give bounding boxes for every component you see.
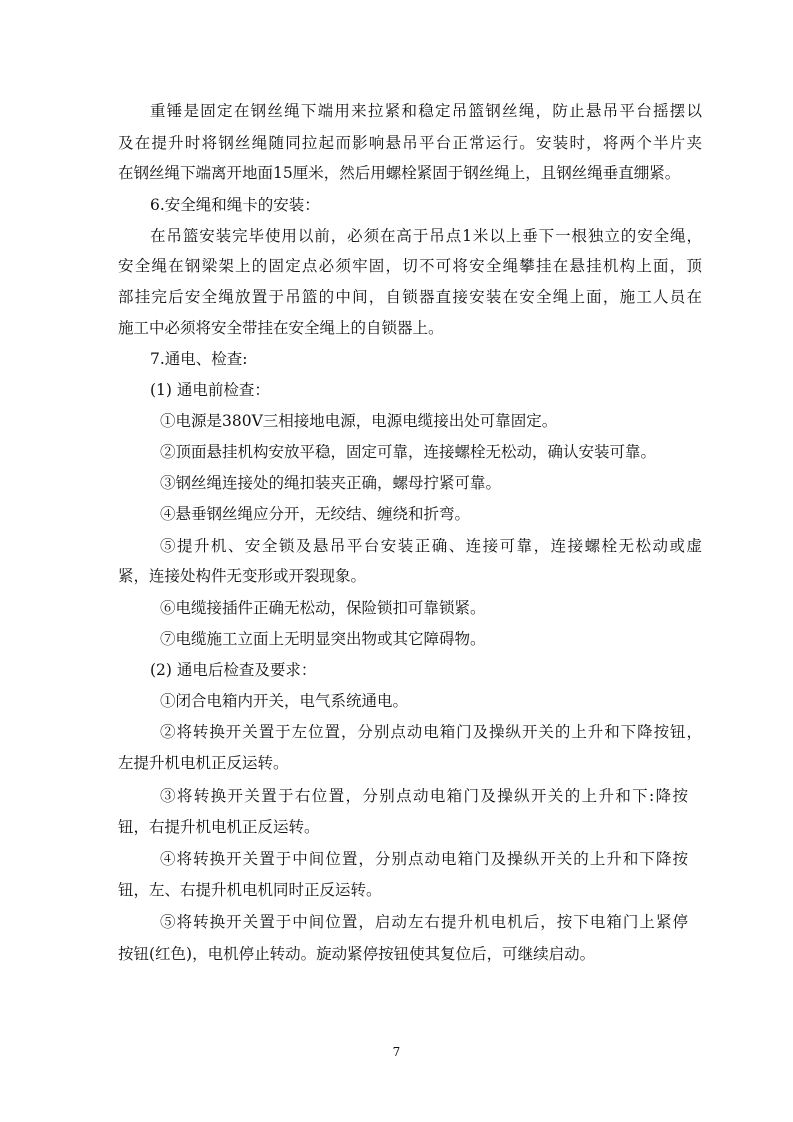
post-check-2-line-1: ②将转换开关置于左位置，分别点动电箱门及操纵开关的上升和下降按钮， <box>160 723 702 741</box>
section-7-heading: 7.通电、检查: <box>150 350 248 368</box>
page-number: 7 <box>392 1045 401 1059</box>
post-check-5-line-2: 按钮(红色)，电机停止转动。旋动紧停按钮使其复位后，可继续启动。 <box>118 945 596 963</box>
post-check-4-line-2: 钮，左、右提升机电机同时正反运转。 <box>118 881 382 899</box>
counterweight-line-3: 在钢丝绳下端离开地面15厘米，然后用螺栓紧固于钢丝绳上，且钢丝绳垂直绷紧。 <box>118 164 681 182</box>
pre-check-5-line-1: ⑤提升机、安全锁及悬吊平台安装正确、连接可靠，连接螺栓无松动或虚 <box>160 537 702 555</box>
safety-rope-line-3: 部挂完后安全绳放置于吊篮的中间，自锁器直接安装在安全绳上面，施工人员在 <box>118 288 702 306</box>
post-check-2-line-2: 左提升机电机正反运转。 <box>118 754 289 772</box>
safety-rope-line-4: 施工中必须将安全带挂在安全绳上的自锁器上。 <box>118 319 444 337</box>
post-check-3-line-1: ③将转换开关置于右位置，分别点动电箱门及操纵开关的上升和下:降按 <box>160 787 688 805</box>
post-check-4-line-1: ④将转换开关置于中间位置，分别点动电箱门及操纵开关的上升和下降按 <box>160 850 688 868</box>
pre-check-3: ③钢丝绳连接处的绳扣装夹正确，螺母拧紧可靠。 <box>160 474 502 492</box>
post-check-5-line-1: ⑤将转换开关置于中间位置，启动左右提升机电机后，按下电箱门上紧停 <box>160 913 688 931</box>
pre-check-6: ⑥电缆接插件正确无松动，保险锁扣可靠锁紧。 <box>160 599 486 617</box>
pre-check-4: ④悬垂钢丝绳应分开，无绞结、缠绕和折弯。 <box>160 505 471 523</box>
pre-check-5-line-2: 紧，连接处构件无变形或开裂现象。 <box>118 567 367 585</box>
safety-rope-line-1: 在吊篮安装完毕使用以前，必须在高于吊点1米以上垂下一根独立的安全绳， <box>150 227 702 245</box>
post-power-heading: (2) 通电后检查及要求： <box>150 661 317 679</box>
pre-check-7: ⑦电缆施工立面上无明显突出物或其它障碍物。 <box>160 630 486 648</box>
counterweight-line-2: 及在提升时将钢丝绳随同拉起而影响悬吊平台正常运行。安装时，将两个半片夹 <box>118 134 702 152</box>
section-6-heading: 6.安全绳和绳卡的安装： <box>150 196 320 214</box>
post-check-1: ①闭合电箱内开关，电气系统通电。 <box>160 692 409 710</box>
pre-power-heading: (1) 通电前检查： <box>150 381 270 399</box>
post-check-3-line-2: 钮，右提升机电机正反运转。 <box>118 818 320 836</box>
safety-rope-line-2: 安全绳在钢梁架上的固定点必须牢固，切不可将安全绳攀挂在悬挂机构上面，顶 <box>118 257 702 275</box>
pre-check-2: ②顶面悬挂机构安放平稳，固定可靠，连接螺栓无松动，确认安装可靠。 <box>160 443 657 461</box>
counterweight-line-1: 重锤是固定在钢丝绳下端用来拉紧和稳定吊篮钢丝绳，防止悬吊平台摇摆以 <box>150 102 702 120</box>
pre-check-1: ①电源是380V三相接地电源，电源电缆接出处可靠固定。 <box>160 412 558 430</box>
